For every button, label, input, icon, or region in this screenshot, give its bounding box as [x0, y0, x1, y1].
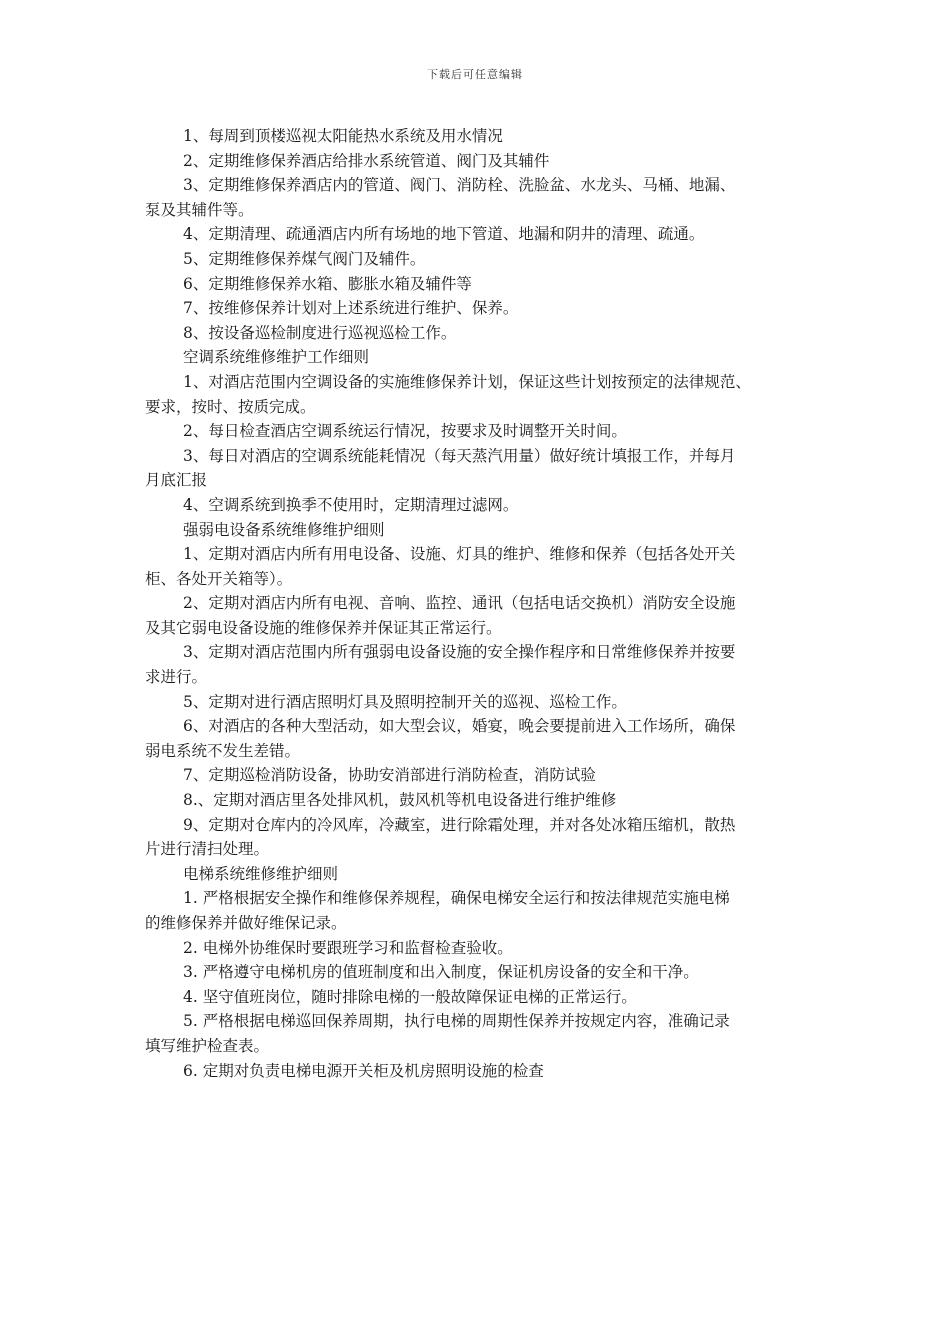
text-line: 弱电系统不发生差错。	[145, 741, 301, 760]
text-line: 5、定期维修保养煤气阀门及辅件。	[183, 249, 426, 268]
text-line: 7、按维修保养计划对上述系统进行维护、保养。	[183, 299, 519, 318]
text-line: 及其它弱电设备设施的维修保养并保证其正常运行。	[145, 618, 502, 637]
text-line: 9、定期对仓库内的冷风库，冷藏室，进行除霜处理，并对各处冰箱压缩机，散热	[183, 815, 736, 834]
text-line: 片进行清扫处理。	[145, 840, 270, 859]
text-line: 2. 电梯外协维保时要跟班学习和监督检查验收。	[183, 938, 513, 957]
text-line: 1、定期对酒店内所有用电设备、设施、灯具的维护、维修和保养（包括各处开关	[183, 545, 736, 564]
text-line: 要求，按时、按质完成。	[145, 397, 316, 416]
text-line: 3、定期对酒店范围内所有强弱电设备设施的安全操作程序和日常维修保养并按要	[183, 643, 736, 662]
text-line: 2、每日检查酒店空调系统运行情况，按要求及时调整开关时间。	[183, 422, 627, 441]
text-line: 6. 定期对负责电梯电源开关柜及机房照明设施的检查	[183, 1061, 544, 1080]
text-line: 6、定期维修保养水箱、膨胀水箱及辅件等	[183, 274, 472, 293]
text-line: 填写维护检查表。	[145, 1036, 270, 1055]
text-line: 月底汇报	[145, 471, 208, 490]
text-line: 求进行。	[145, 668, 208, 687]
text-line: 5、定期对进行酒店照明灯具及照明控制开关的巡视、巡检工作。	[183, 692, 627, 711]
text-line: 3、每日对酒店的空调系统能耗情况（每天蒸汽用量）做好统计填报工作，并每月	[183, 446, 736, 465]
text-line: 电梯系统维修维护细则	[183, 864, 339, 883]
text-line: 2、定期对酒店内所有电视、音响、监控、通讯（包括电话交换机）消防安全设施	[183, 594, 736, 613]
document-body	[145, 124, 817, 1083]
text-line: 1、每周到顶楼巡视太阳能热水系统及用水情况	[183, 127, 503, 145]
text-line: 3. 严格遵守电梯机房的值班制度和出入制度，保证机房设备的安全和干净。	[183, 963, 699, 982]
text-line: 6、对酒店的各种大型活动，如大型会议，婚宴，晚会要提前进入工作场所，确保	[183, 717, 736, 736]
text-line: 4、定期清理、疏通酒店内所有场地的地下管道、地漏和阴井的清理、疏通。	[183, 225, 705, 244]
text-line: 空调系统维修维护工作细则	[183, 348, 370, 367]
text-line: 2、定期维修保养酒店给排水系统管道、阀门及其辅件	[183, 151, 550, 170]
text-line: 泵及其辅件等。	[145, 200, 254, 219]
header-note: 下载后可任意编辑	[427, 68, 523, 81]
text-line: 3、定期维修保养酒店内的管道、阀门、消防栓、洗脸盆、水龙头、马桶、地漏、	[183, 176, 736, 195]
text-line: 柜、各处开关箱等）。	[145, 569, 293, 588]
text-line: 强弱电设备系统维修维护细则	[183, 520, 385, 539]
text-line: 5. 严格根据电梯巡回保养周期，执行电梯的周期性保养并按规定内容，准确记录	[183, 1012, 730, 1031]
text-line: 的维修保养并做好维保记录。	[145, 914, 347, 932]
text-line: 7、定期巡检消防设备，协助安消部进行消防检查，消防试验	[183, 766, 596, 785]
text-line: 1. 严格根据安全操作和维修保养规程，确保电梯安全运行和按法律规范实施电梯	[183, 889, 730, 908]
text-line: 4、空调系统到换季不使用时，定期清理过滤网。	[183, 495, 519, 514]
text-line: 4. 坚守值班岗位，随时排除电梯的一般故障保证电梯的正常运行。	[183, 987, 637, 1006]
text-line: 1、对酒店范围内空调设备的实施维修保养计划，保证这些计划按预定的法律规范、	[183, 372, 751, 391]
text-line: 8.、定期对酒店里各处排风机，鼓风机等机电设备进行维护维修	[183, 791, 617, 810]
text-line: 8、按设备巡检制度进行巡视巡检工作。	[183, 323, 457, 342]
